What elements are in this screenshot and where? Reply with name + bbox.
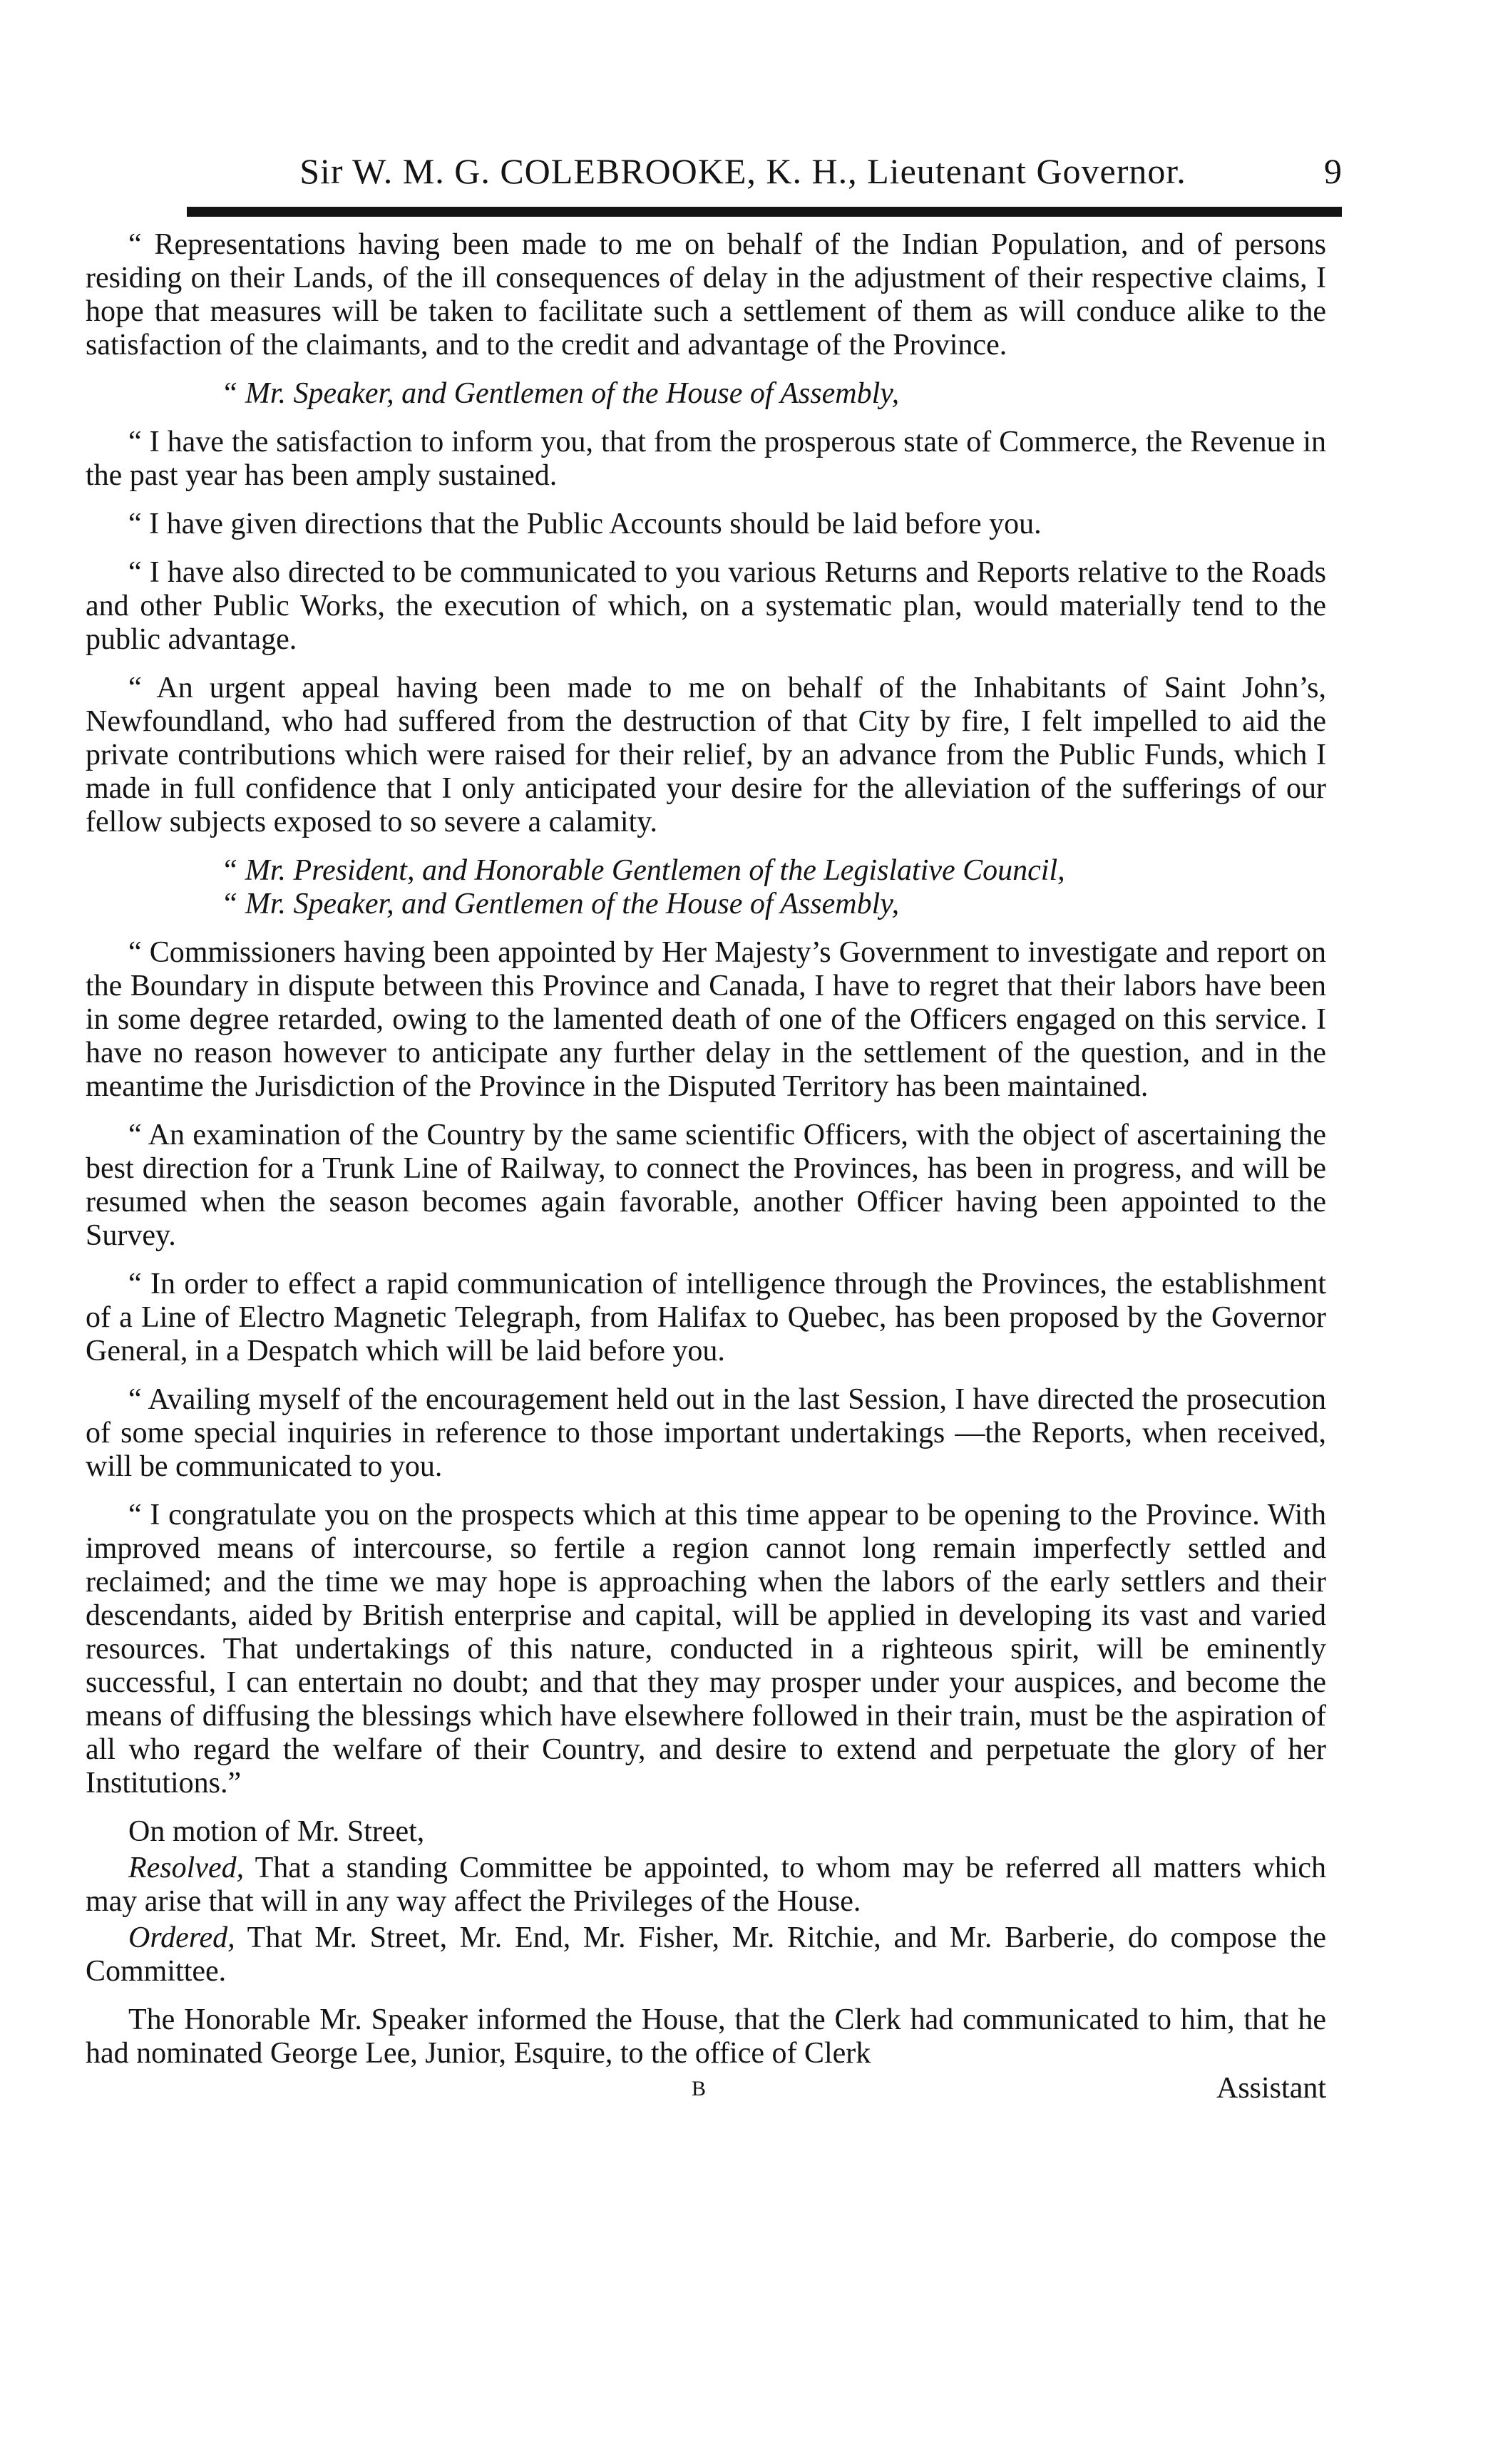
paragraph-public-accounts: “ I have given directions that the Public Accounts should be laid before you. xyxy=(128,508,1042,540)
ordered-text: That Mr. Street, Mr. End, Mr. Fisher, Mr. Ritchie, and Mr. Barberie, do compose the Committee. xyxy=(86,1921,1326,1988)
resolved-text: That a standing Committee be appointed, to whom may be referred all matters which may arise that will in any way affect the Privileges of the House. xyxy=(86,1852,1326,1918)
paragraph-commerce-revenue: “ I have the satisfaction to inform you, that from the prosperous state of Commerce, the Revenue in the past year has been amply sustained. xyxy=(86,426,1326,492)
resolved-lead: Resolved, xyxy=(128,1852,245,1884)
address-house-of-assembly-2: “ Mr. Speaker, and Gentlemen of the House of Assembly, xyxy=(221,888,900,920)
paragraph-railway-survey: “ An examination of the Country by the same scientific Officers, with the object of ascertaining the best direction for a Trunk Line of Railway, to connect the Provinces, has been in progress, and will be resumed when the season becomes again favorable, another Officer having been appointed to the Survey. xyxy=(86,1119,1326,1252)
document-body xyxy=(86,228,1326,2108)
address-legislative-council: “ Mr. President, and Honorable Gentlemen of the Legislative Council, xyxy=(221,854,1065,887)
paragraph-boundary-commission: “ Commissioners having been appointed by Her Majesty’s Government to investigate and report on the Boundary in dispute between this Province and Canada, I have to regret that their labors have been in some degree retarded, owing to the lamented death of one of the Officers engaged on this service. I have no reason however to anticipate any further delay in the settlement of the question, and in the meantime the Jurisdiction of the Province in the Disputed Territory has been maintained. xyxy=(86,936,1326,1103)
paragraph-public-works: “ I have also directed to be communicated to you various Returns and Reports relative to the Roads and other Public Works, the execution of which, on a systematic plan, would materially tend to the public advantage. xyxy=(86,556,1326,656)
header-rule xyxy=(187,207,1342,217)
ordered-lead: Ordered, xyxy=(128,1921,235,1954)
motion-line: On motion of Mr. Street, xyxy=(128,1815,425,1848)
resolved-paragraph xyxy=(86,1852,1326,1919)
page-number: 9 xyxy=(1324,151,1342,191)
paragraph-special-inquiries: “ Availing myself of the encouragement held out in the last Session, I have directed the prosecution of some special inquiries in reference to those important undertakings —the Reports, when received, will be communicated to you. xyxy=(86,1383,1326,1483)
address-house-of-assembly: “ Mr. Speaker, and Gentlemen of the House of Assembly, xyxy=(221,377,900,410)
paragraph-telegraph: “ In order to effect a rapid communication of intelligence through the Provinces, the establishment of a Line of Electro Magnetic Telegraph, from Halifax to Quebec, has been proposed by the Governor General, in a Despatch which will be laid before you. xyxy=(86,1268,1326,1367)
running-head xyxy=(187,146,1342,196)
clerk-paragraph: The Honorable Mr. Speaker informed the House, that the Clerk had communicated to him, that he had nominated George Lee, Junior, Esquire, to the office of Clerk xyxy=(86,2003,1326,2070)
paragraph-indian-population: “ Representations having been made to me on behalf of the Indian Population, and of persons residing on their Lands, of the ill consequences of delay in the adjustment of their respective claims, I hope that measures will be taken to facilitate such a settlement of them as will conduce alike to the satisfaction of the claimants, and to the credit and advantage of the Province. xyxy=(86,228,1326,361)
page-footer xyxy=(86,2072,1326,2108)
paragraph-saint-johns-fire: “ An urgent appeal having been made to me on behalf of the Inhabitants of Saint John’s, Newfoundland, who had suffered from the destruction of that City by fire, I felt impelled to aid the private contributions which were raised for their relief, by an advance from the Public Funds, which I made in full confidence that I only anticipated your desire for the alleviation of the sufferings of our fellow subjects exposed to so severe a calamity. xyxy=(86,672,1326,838)
signature-mark: B xyxy=(692,2077,707,2100)
ordered-paragraph xyxy=(86,1921,1326,1988)
running-title: Sir W. M. G. COLEBROOKE, K. H., Lieutenant Governor. xyxy=(299,151,1186,191)
paragraph-congratulations: “ I congratulate you on the prospects which at this time appear to be opening to the Province. With improved means of intercourse, so fertile a region cannot long remain imperfectly settled and reclaimed; and the time we may hope is approaching when the labors of the early settlers and their descendants, aided by British enterprise and capital, will be applied in developing its vast and varied resources. That undertakings of this nature, conducted in a righteous spirit, will be eminently successful, I can entertain no doubt; and that they may prosper under your auspices, and become the means of diffusing the blessings which have elsewhere followed in their train, must be the aspiration of all who regard the welfare of their Country, and desire to extend and perpetuate the glory of her Institutions.” xyxy=(86,1499,1326,1800)
catchword: Assistant xyxy=(1216,2072,1326,2105)
